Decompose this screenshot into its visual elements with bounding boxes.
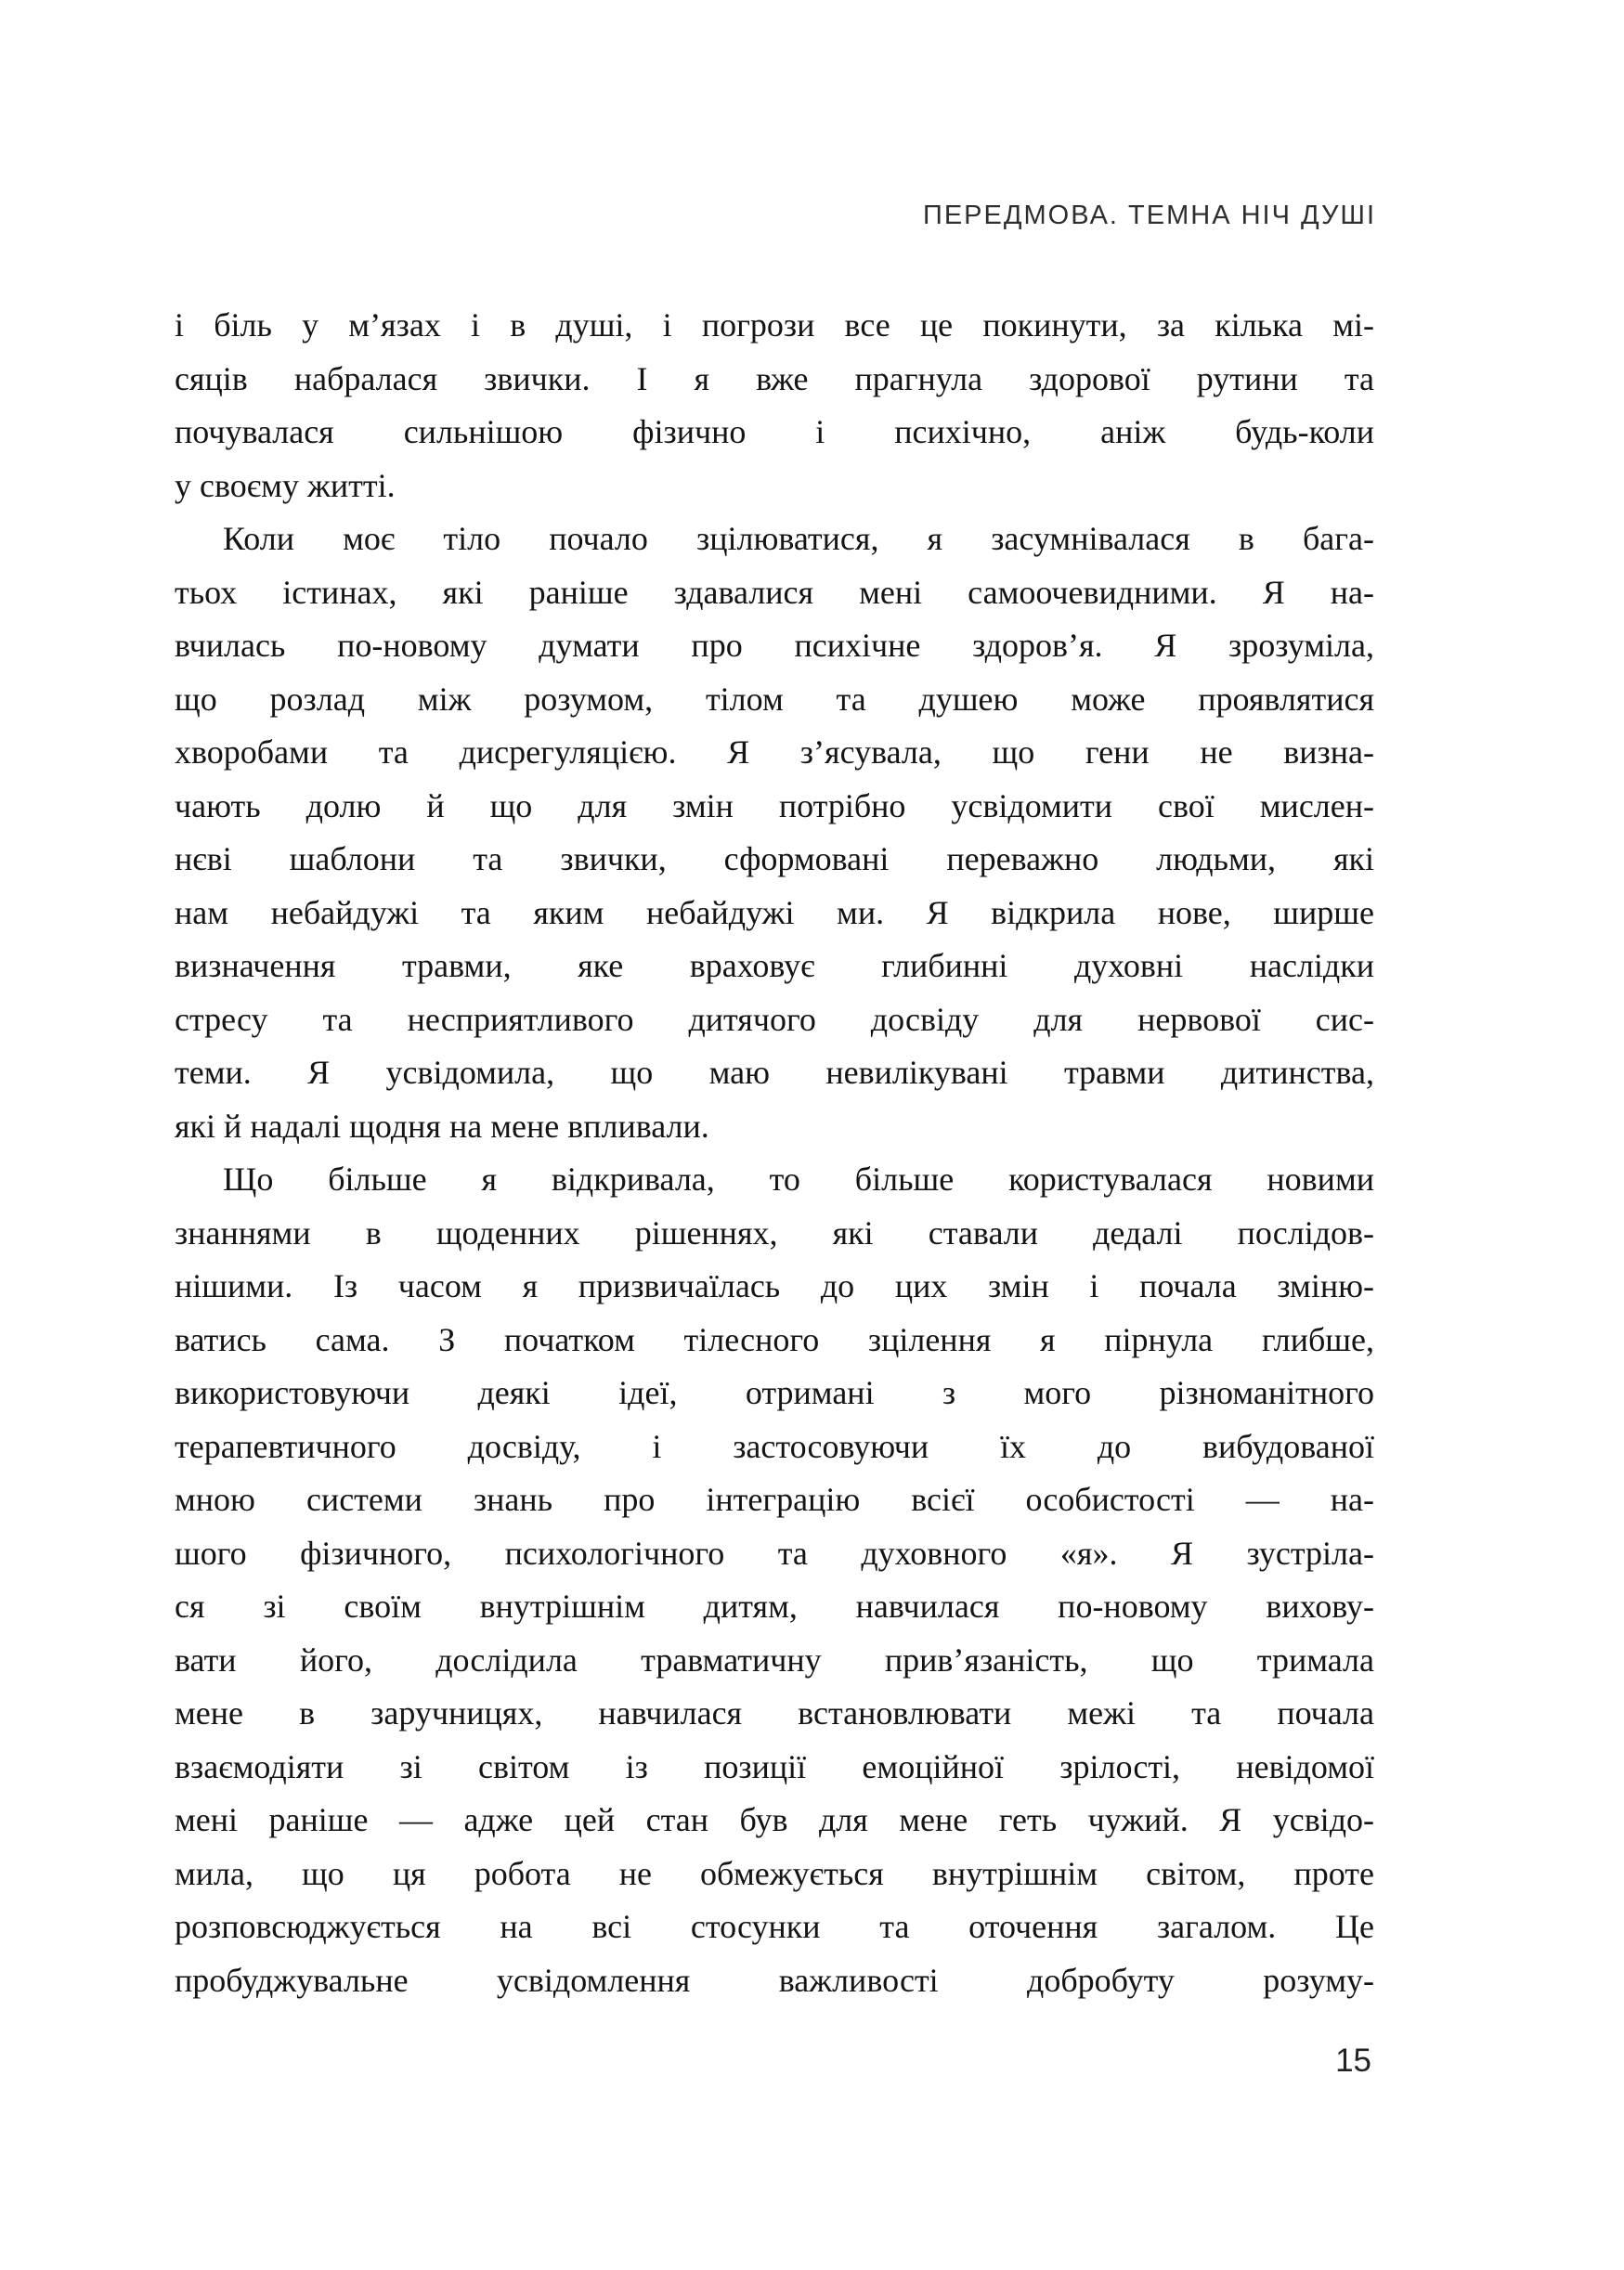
text-line: почувалася сильнішою фізично і психічно, аніж будь-коли [175, 413, 1374, 450]
text-line: взаємодіяти зі світом із позиції емоційної зрілості, невідомої [175, 1747, 1374, 1785]
text-line: Що більше я відкривала, то більше користувалася новими [223, 1161, 1374, 1198]
text-line: вати його, дослідила травматичну прив’язаність, що тримала [175, 1641, 1374, 1679]
text-line: визначення травми, яке враховує глибинні духовні наслідки [175, 947, 1374, 984]
text-line: Коли моє тіло почало зцілюватися, я засумнівалася в бага- [223, 520, 1374, 557]
text-line: шого фізичного, психологічного та духовного «я». Я зустріла- [175, 1534, 1374, 1572]
text-line: мила, що ця робота не обмежується внутрішнім світом, проте [175, 1854, 1374, 1892]
text-line: ся зі своїм внутрішнім дитям, навчилася по-новому вихову- [175, 1588, 1374, 1625]
text-line: мене в заручницях, навчилася встановлювати межі та почала [175, 1694, 1374, 1732]
text-line: сяців набралася звички. І я вже прагнула здорової рутини та [175, 359, 1374, 397]
text-line: мені раніше — адже цей стан був для мене геть чужий. Я усвідо- [175, 1801, 1374, 1838]
running-header: ПЕРЕДМОВА. ТЕМНА НІЧ ДУШІ [922, 201, 1376, 230]
text-line: чають долю й що для змін потрібно усвідомити свої мислен- [175, 786, 1374, 824]
text-line: терапевтичного досвіду, і застосовуючи їх до вибудованої [175, 1427, 1374, 1465]
text-line: використовуючи деякі ідеї, отримані з мого різноманітного [175, 1374, 1374, 1411]
text-line: нам небайдужі та яким небайдужі ми. Я відкрила нове, ширше [175, 893, 1374, 931]
text-line: які й надалі щодня на мене впливали. [175, 1107, 709, 1145]
text-line: ватись сама. З початком тілесного зцілення я пірнула глибше, [175, 1320, 1374, 1358]
text-line: хворобами та дисрегуляцією. Я з’ясувала, що гени не визна- [175, 733, 1374, 771]
text-line: нішими. Із часом я призвичаїлась до цих змін і почала зміню- [175, 1267, 1374, 1304]
text-line: розповсюджується на всі стосунки та оточення загалом. Це [175, 1908, 1374, 1945]
text-line: тьох істинах, які раніше здавалися мені самоочевидними. Я на- [175, 573, 1374, 611]
text-line: вчилась по-новому думати про психічне здоров’я. Я зрозуміла, [175, 627, 1374, 664]
text-line: пробуджувальне усвідомлення важливості добробуту розуму- [175, 1961, 1374, 1999]
body-text [175, 299, 1374, 2007]
page-number: 15 [1335, 2043, 1371, 2079]
text-line: стресу та несприятливого дитячого досвіду для нервової сис- [175, 1000, 1374, 1038]
text-line: мною системи знань про інтеграцію всієї особистості — на- [175, 1481, 1374, 1518]
text-line: знаннями в щоденних рішеннях, які ставали дедалі послідов- [175, 1213, 1374, 1252]
text-line: нєві шаблони та звички, сформовані переважно людьми, які [175, 840, 1374, 877]
text-line: у своєму житті. [175, 466, 396, 504]
text-line: що розлад між розумом, тілом та душею може проявлятися [175, 680, 1374, 718]
text-line: і біль у м’язах і в душі, і погрози все це покинути, за кілька мі- [175, 306, 1374, 344]
text-line: теми. Я усвідомила, що маю невилікувані травми дитинства, [175, 1054, 1374, 1091]
